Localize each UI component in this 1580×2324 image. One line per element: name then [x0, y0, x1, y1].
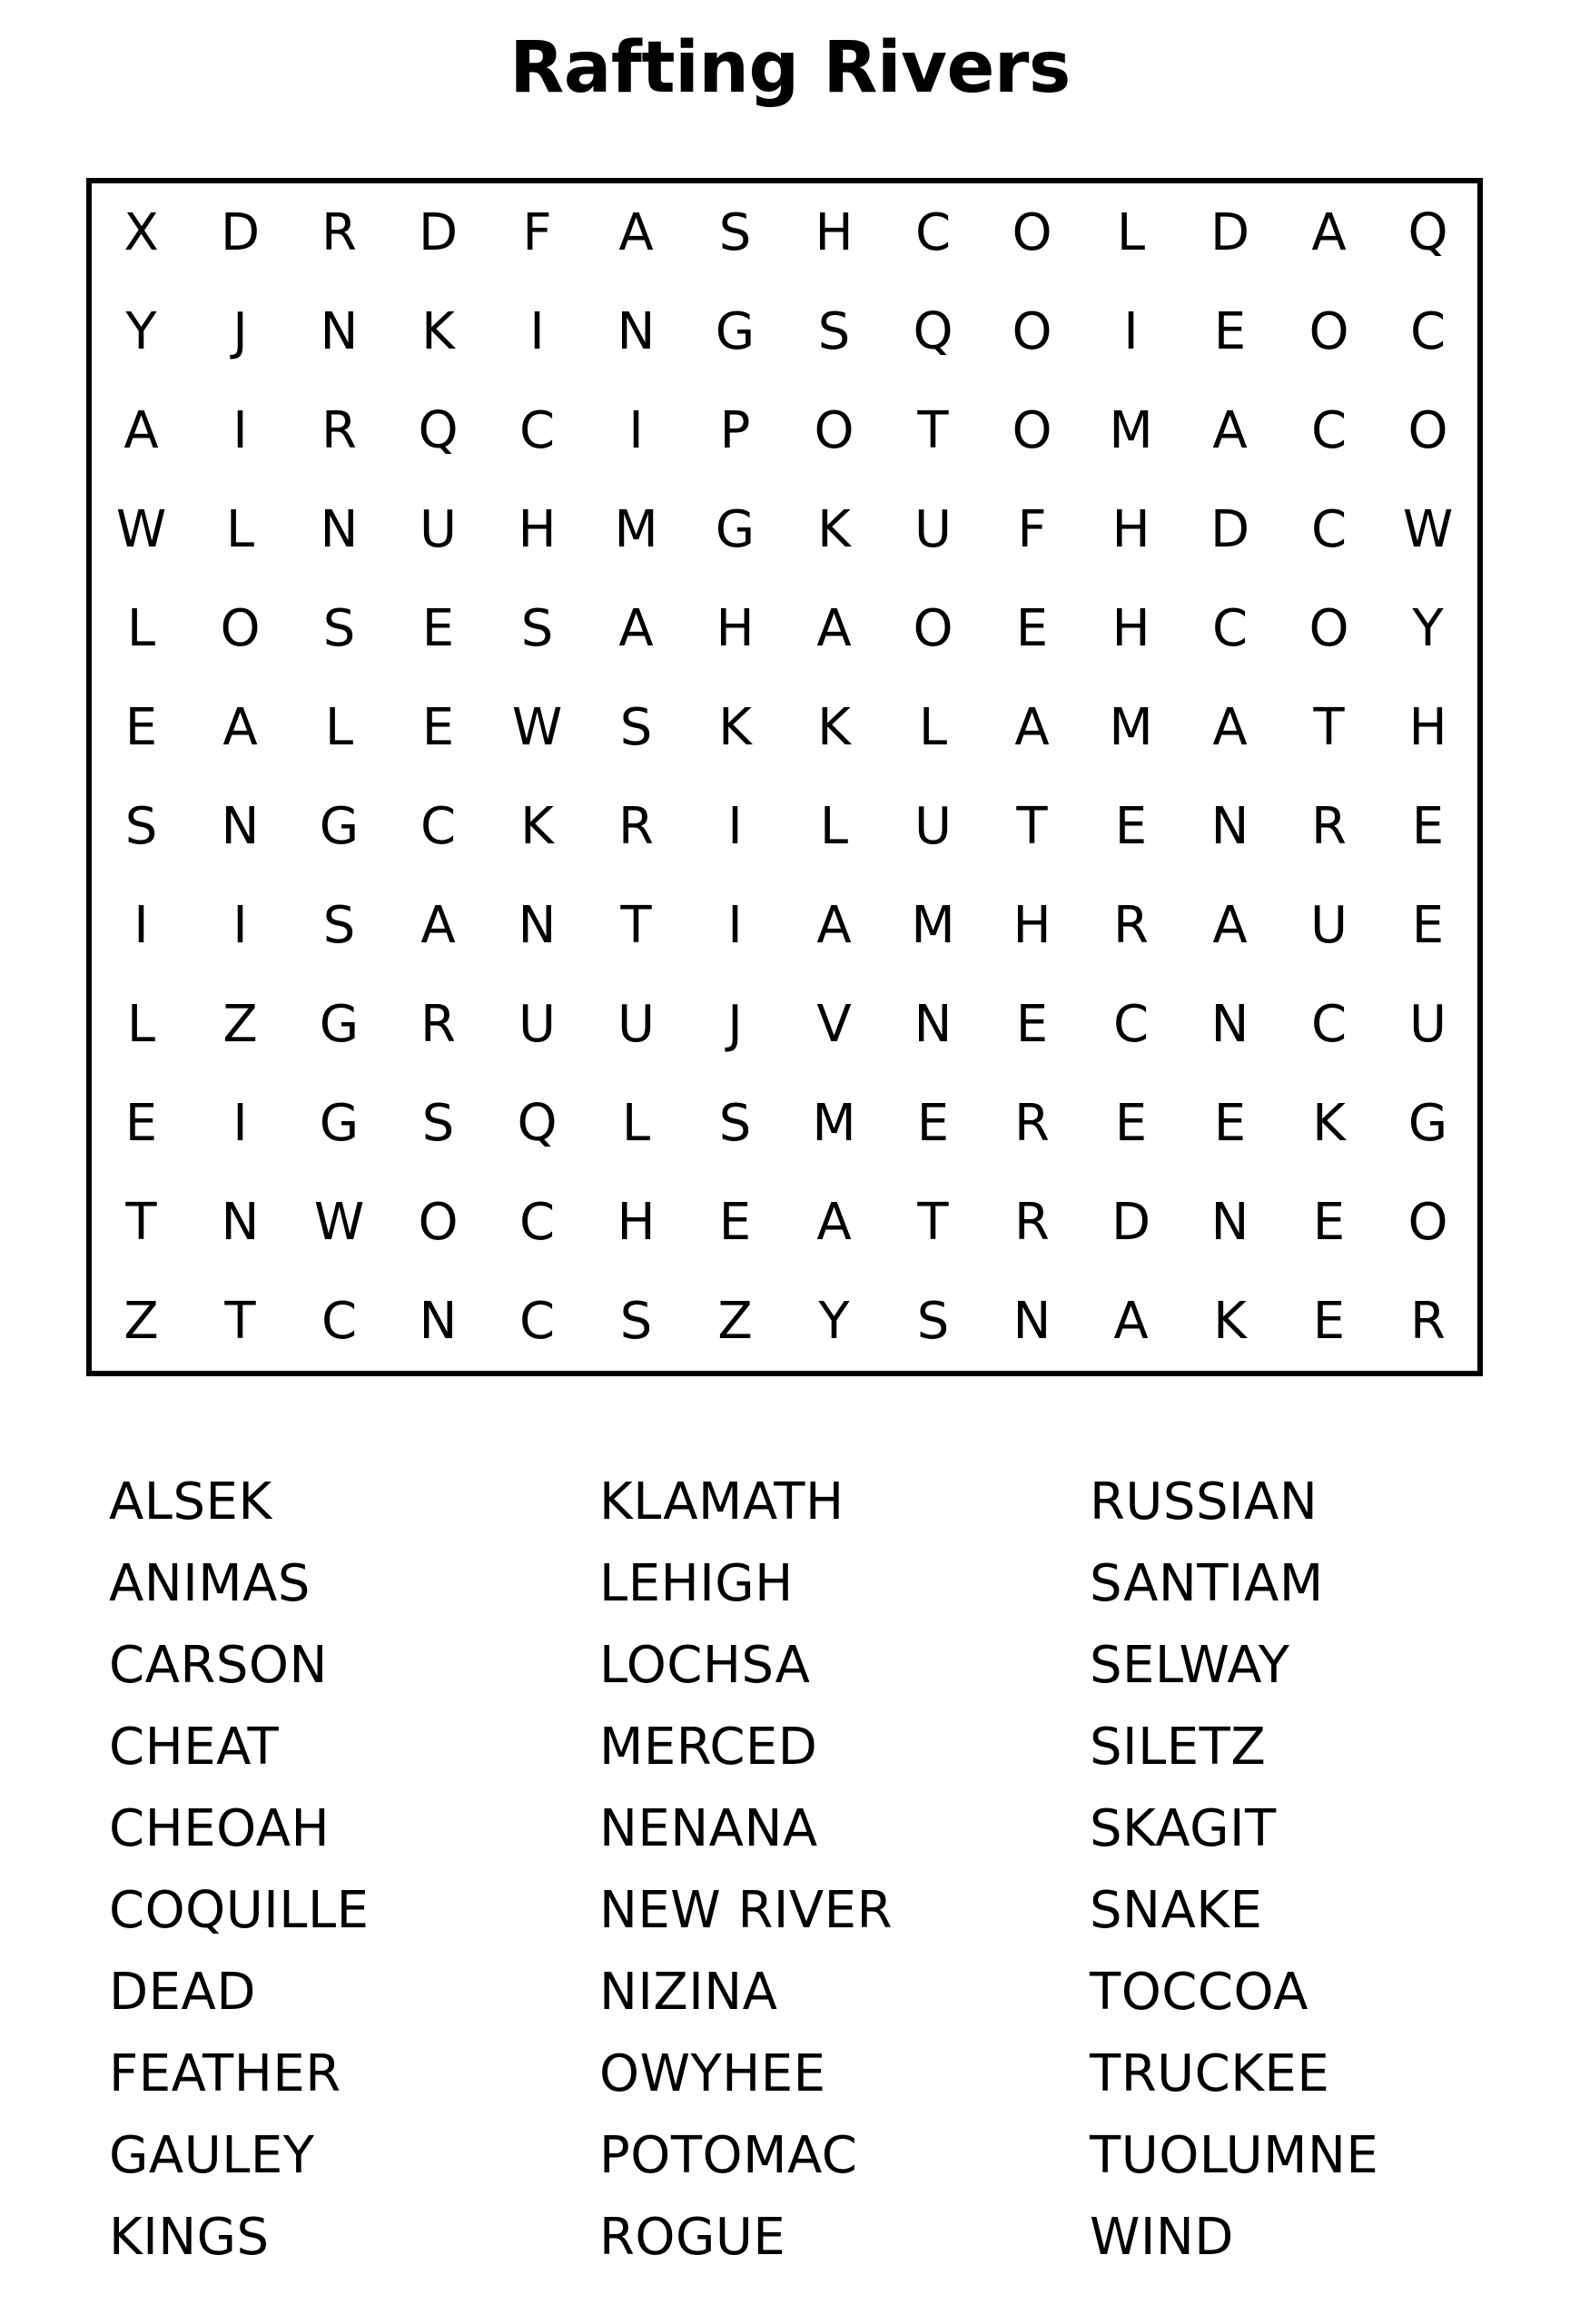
grid-cell: Z [123, 1291, 159, 1351]
word-list-column-1 [109, 1462, 599, 2279]
grid-cell: S [124, 796, 158, 856]
word-list-item: SKAGIT [1090, 1799, 1277, 1858]
grid-cell: R [420, 994, 456, 1054]
grid-cell: C [1211, 598, 1249, 658]
word-list-item: TOCCOA [1090, 1963, 1308, 2022]
grid-cell: E [1312, 1192, 1346, 1252]
grid-cell: H [1111, 598, 1150, 658]
page-title: Rafting Rivers [509, 27, 1071, 109]
word-list-item: CHEOAH [109, 1799, 331, 1858]
grid-cell: H [617, 1192, 656, 1252]
grid-cell: R [1014, 1192, 1050, 1252]
grid-cell: E [1411, 796, 1445, 856]
grid-cell: W [313, 1192, 365, 1252]
grid-cell: O [1012, 400, 1052, 460]
grid-cell: L [621, 1093, 651, 1153]
word-list-item: MERCED [599, 1718, 818, 1777]
grid-cell: N [419, 1291, 458, 1351]
grid-cell: L [819, 796, 849, 856]
word-list-item: SNAKE [1090, 1881, 1263, 1940]
grid-cell: S [520, 598, 554, 658]
grid-cell: T [1016, 796, 1048, 856]
word-list-item: NIZINA [599, 1963, 778, 2022]
word-list-item: ALSEK [109, 1472, 272, 1531]
grid-cell: E [421, 598, 455, 658]
grid-cell: U [1409, 994, 1447, 1054]
grid-cell: W [511, 697, 563, 757]
grid-cell: I [1123, 301, 1139, 361]
grid-cell: I [232, 400, 248, 460]
grid-cell: U [617, 994, 655, 1054]
grid-cell: C [1310, 994, 1348, 1054]
grid-cell: O [1012, 301, 1052, 361]
grid-cell: K [520, 796, 554, 856]
grid-cell: I [628, 400, 644, 460]
word-list-item: TUOLUMNE [1090, 2126, 1379, 2185]
grid-cell: P [719, 400, 751, 460]
grid-cell: I [727, 796, 743, 856]
grid-cell: E [1015, 598, 1049, 658]
grid-cell: A [1311, 202, 1347, 262]
word-list-item: LEHIGH [599, 1554, 794, 1613]
grid-cell: C [1310, 499, 1348, 559]
grid-cell: A [123, 400, 159, 460]
grid-cell: L [918, 697, 948, 757]
grid-cell: Z [222, 994, 258, 1054]
grid-cell: G [319, 796, 360, 856]
grid-cell: A [816, 1192, 852, 1252]
grid-cell: Y [125, 301, 157, 361]
grid-cell: I [727, 895, 743, 955]
grid-cell: T [1313, 697, 1345, 757]
grid-cell: U [914, 499, 952, 559]
grid-cell: E [1411, 895, 1445, 955]
word-list-column-2 [599, 1462, 1090, 2279]
grid-cell: N [221, 796, 260, 856]
grid-cell: K [718, 697, 752, 757]
grid-cell: T [917, 400, 949, 460]
grid-cell: R [321, 400, 357, 460]
grid-cell: M [1109, 400, 1153, 460]
grid-cell: A [1212, 400, 1248, 460]
grid-cell: R [1410, 1291, 1446, 1351]
grid-cell: K [817, 499, 851, 559]
grid-cell: R [1014, 1093, 1050, 1153]
grid-cell: E [421, 697, 455, 757]
grid-cell: E [124, 697, 158, 757]
grid-cell: X [123, 202, 159, 262]
word-list-item: DEAD [109, 1963, 256, 2022]
grid-cell: D [1210, 499, 1250, 559]
grid-cell: E [916, 1093, 950, 1153]
grid-cell: Q [1407, 202, 1448, 262]
grid-cell: C [1310, 400, 1348, 460]
word-list-column-3 [1090, 1462, 1489, 2279]
grid-cell: F [1017, 499, 1047, 559]
grid-cell: N [320, 301, 359, 361]
grid-cell: I [232, 1093, 248, 1153]
word-list-item: TRUCKEE [1090, 2044, 1330, 2103]
grid-cell: M [1109, 697, 1153, 757]
grid-cell: S [916, 1291, 950, 1351]
grid-cell: O [1308, 598, 1349, 658]
grid-cell: S [619, 1291, 653, 1351]
grid-cell: C [518, 1192, 556, 1252]
grid-cell: J [232, 301, 248, 361]
grid-cell: N [518, 895, 557, 955]
grid-cell: Y [818, 1291, 850, 1351]
grid-cell: T [620, 895, 652, 955]
grid-cell: O [913, 598, 953, 658]
grid-cell: G [715, 301, 755, 361]
word-list-item: FEATHER [109, 2044, 341, 2103]
grid-cell: C [321, 1291, 358, 1351]
grid-cell: N [1210, 994, 1249, 1054]
grid-cell: N [1012, 1291, 1052, 1351]
grid-cell: U [1310, 895, 1348, 955]
grid-cell: O [1308, 301, 1349, 361]
word-list [109, 1462, 1489, 2279]
grid-cell: N [617, 301, 656, 361]
grid-cell: A [618, 202, 654, 262]
grid-cell: M [614, 499, 658, 559]
grid-cell: G [319, 994, 360, 1054]
grid-cell: I [133, 895, 149, 955]
grid-cell: G [319, 1093, 360, 1153]
grid-cell: C [518, 1291, 556, 1351]
grid-cell: E [1213, 1093, 1247, 1153]
grid-cell: K [1312, 1093, 1346, 1153]
grid-cell: L [225, 499, 255, 559]
word-list-item: RUSSIAN [1090, 1472, 1318, 1531]
grid-cell: L [126, 598, 156, 658]
grid-cell: T [125, 1192, 157, 1252]
grid-cell: E [1312, 1291, 1346, 1351]
word-list-item: COQUILLE [109, 1881, 370, 1940]
grid-cell: N [1210, 1192, 1249, 1252]
grid-cell: S [718, 1093, 752, 1153]
grid-cell: S [619, 697, 653, 757]
grid-cell: H [716, 598, 755, 658]
grid-cell: T [917, 1192, 949, 1252]
grid-cell: O [220, 598, 261, 658]
grid-cell: Z [717, 1291, 753, 1351]
grid-cell: D [1210, 202, 1250, 262]
grid-cell: D [220, 202, 261, 262]
grid-cell: H [1408, 697, 1447, 757]
grid-cell: S [322, 895, 356, 955]
grid-cell: S [817, 301, 851, 361]
grid-cell: J [727, 994, 743, 1054]
grid-cell: T [224, 1291, 256, 1351]
grid-cell: L [324, 697, 354, 757]
word-list-item: POTOMAC [599, 2126, 858, 2185]
grid-cell: H [815, 202, 854, 262]
grid-cell: U [914, 796, 952, 856]
word-list-item: WIND [1090, 2208, 1234, 2267]
word-list-item: GAULEY [109, 2126, 315, 2185]
grid-cell: D [1111, 1192, 1151, 1252]
grid-cell: O [1407, 400, 1448, 460]
word-list-item: SILETZ [1090, 1718, 1267, 1777]
grid-cell: C [1112, 994, 1150, 1054]
grid-cell: V [816, 994, 852, 1054]
word-list-item: LOCHSA [599, 1636, 811, 1695]
grid-cell: A [1014, 697, 1050, 757]
grid-cell: I [232, 895, 248, 955]
grid-cell: W [115, 499, 167, 559]
grid-cell: A [1212, 697, 1248, 757]
grid-cell: A [816, 895, 852, 955]
grid-cell: R [1311, 796, 1347, 856]
grid-cell: S [718, 202, 752, 262]
word-list-item: CARSON [109, 1636, 328, 1695]
word-list-item: SELWAY [1090, 1636, 1290, 1695]
grid-cell: A [420, 895, 456, 955]
grid-cell: K [1213, 1291, 1247, 1351]
grid-cell: L [1116, 202, 1146, 262]
word-list-item: KINGS [109, 2208, 270, 2267]
grid-cell: C [420, 796, 457, 856]
grid-cell: W [1402, 499, 1454, 559]
grid-cell: A [1113, 1291, 1149, 1351]
grid-cell: N [221, 1192, 260, 1252]
grid-cell: G [715, 499, 755, 559]
grid-cell: O [1012, 202, 1052, 262]
grid-cell: O [814, 400, 854, 460]
grid-cell: L [126, 994, 156, 1054]
grid-cell: G [1407, 1093, 1448, 1153]
grid-cell: N [320, 499, 359, 559]
grid-cell: C [1409, 301, 1447, 361]
grid-cell: S [421, 1093, 455, 1153]
grid-cell: A [816, 598, 852, 658]
word-list-item: NENANA [599, 1799, 818, 1858]
grid-cell: S [322, 598, 356, 658]
grid-cell: Q [913, 301, 953, 361]
grid-cell: N [913, 994, 953, 1054]
grid-cell: C [518, 400, 556, 460]
grid-cell: N [1210, 796, 1249, 856]
grid-cell: H [1111, 499, 1150, 559]
grid-cell: I [529, 301, 545, 361]
word-list-item: CHEAT [109, 1718, 280, 1777]
grid-cell: A [1212, 895, 1248, 955]
puzzle-grid-container [86, 178, 1483, 1376]
grid-cell: E [718, 1192, 752, 1252]
grid-cell: O [1407, 1192, 1448, 1252]
grid-cell: F [522, 202, 552, 262]
grid-cell: U [420, 499, 457, 559]
word-list-item: ROGUE [599, 2208, 786, 2267]
word-list-item: OWYHEE [599, 2044, 826, 2103]
grid-cell: Q [418, 400, 459, 460]
word-list-item: SANTIAM [1090, 1554, 1324, 1613]
grid-cell: E [124, 1093, 158, 1153]
grid-cell: E [1015, 994, 1049, 1054]
grid-cell: A [222, 697, 258, 757]
grid-cell: Y [1412, 598, 1444, 658]
grid-cell: R [321, 202, 357, 262]
word-list-item: ANIMAS [109, 1554, 311, 1613]
grid-cell: Q [517, 1093, 558, 1153]
grid-cell: A [618, 598, 654, 658]
grid-cell: E [1114, 796, 1148, 856]
grid-cell: U [518, 994, 556, 1054]
grid-cell: K [817, 697, 851, 757]
grid-cell: H [518, 499, 557, 559]
grid-cell: R [618, 796, 654, 856]
grid-cell: O [418, 1192, 459, 1252]
puzzle-grid [92, 183, 1477, 1371]
word-list-item: NEW RIVER [599, 1881, 893, 1940]
grid-cell: M [911, 895, 955, 955]
grid-cell: K [421, 301, 455, 361]
grid-cell: M [812, 1093, 856, 1153]
grid-cell: D [418, 202, 459, 262]
grid-cell: C [914, 202, 952, 262]
grid-cell: R [1113, 895, 1149, 955]
grid-cell: H [1012, 895, 1052, 955]
grid-cell: E [1114, 1093, 1148, 1153]
grid-cell: E [1213, 301, 1247, 361]
word-list-item: KLAMATH [599, 1472, 844, 1531]
